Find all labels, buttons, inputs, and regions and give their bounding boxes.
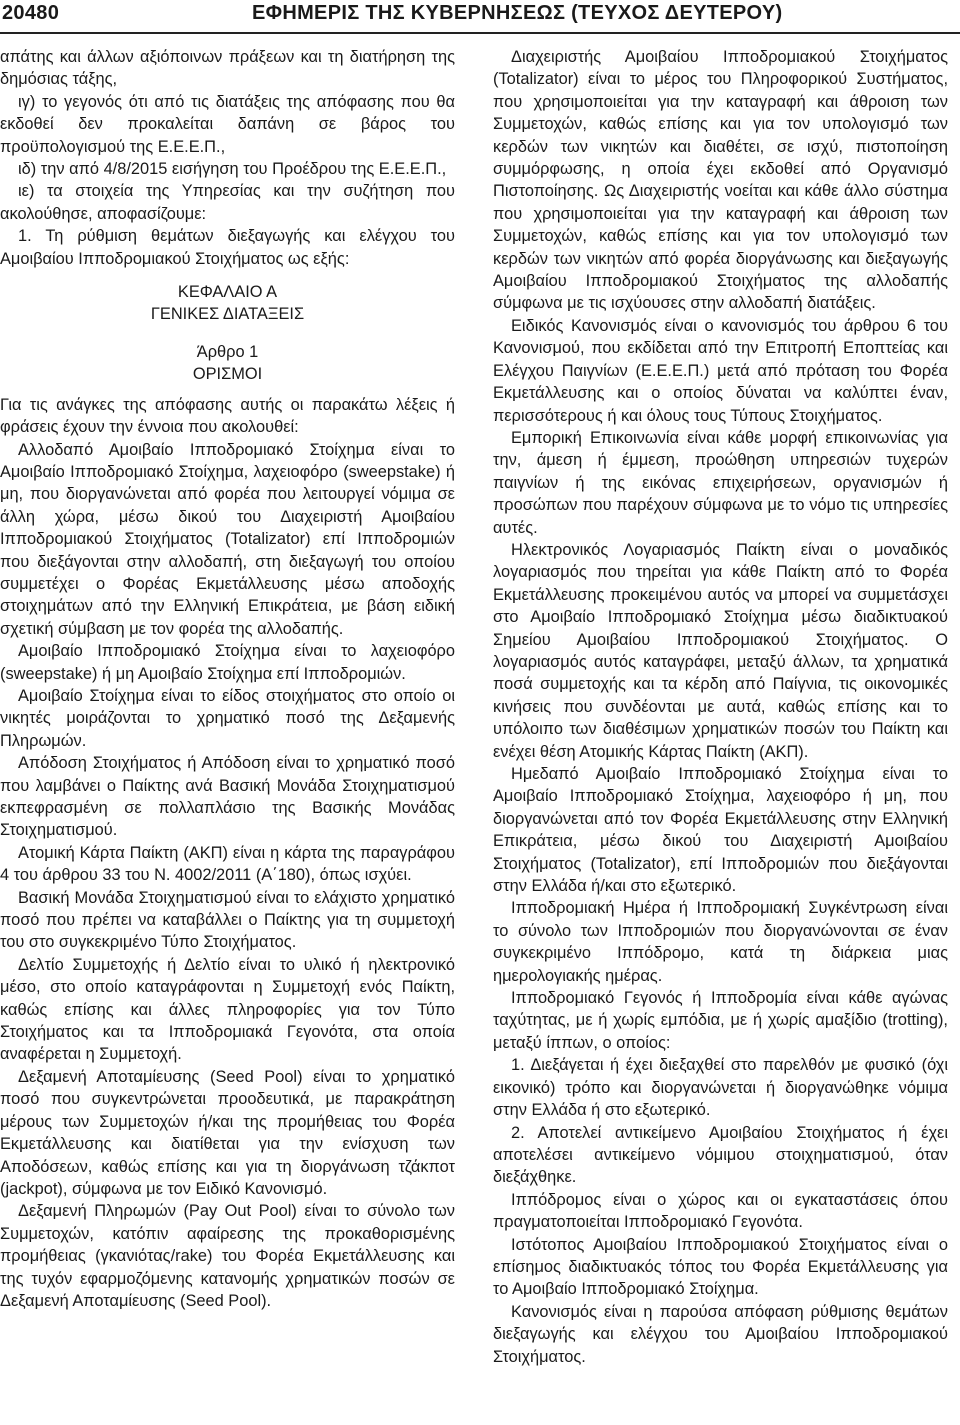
- definition-paragraph: Ατομική Κάρτα Παίκτη (ΑΚΠ) είναι η κάρτα της παραγράφου 4 του άρθρου 33 του Ν. 4002/2011 (Α΄180), όπως ισχύει.: [0, 843, 455, 885]
- list-item: 1. Διεξάγεται ή έχει διεξαχθεί στο παρελθόν με φυσικό (όχι εικονικό) τρόπο και διοργανώνεται ή διοργανώθηκε νόμιμα στην Ελλάδα ή στο εξωτερικό.: [493, 1056, 948, 1120]
- definition-paragraph: Δελτίο Συμμετοχής ή Δελτίο είναι το υλικό ή ηλεκτρονικό μέσο, στο οποίο καταγράφονται η Συμμετοχή ενός Παίκτη, καθώς επίσης και άλλες πληροφορίες για τον Τύπο Στοιχήματος και τα Ιπποδρομιακά Γεγονότα, στα οποία αναφέρεται η Συμμετοχή.: [0, 955, 455, 1064]
- definition-paragraph: Κανονισμός είναι η παρούσα απόφαση ρύθμισης θεμάτων διεξαγωγής και ελέγχου του Αμοιβαίου Ιπποδρομιακού Στοιχήματος.: [493, 1302, 948, 1366]
- chapter-title: ΓΕΝΙΚΕΣ ΔΙΑΤΑΞΕΙΣ: [150, 305, 305, 324]
- definition-paragraph: Δεξαμενή Αποταμίευσης (Seed Pool) είναι το χρηματικό ποσό που συγκεντρώνεται προοδευτικά, με παρακράτηση μέρους των Συμμετοχών ή/και της προμήθειας του Φορέα Εκμετάλλευσης και διατίθεται για την ενίσχυση των Αποδόσεων, καθώς επίσης και για τη διοργάνωση τζάκποτ (jackpot), σύμφωνα με τον Ειδικό Κανονισμό.: [0, 1067, 455, 1198]
- definition-paragraph: Αλλοδαπό Αμοιβαίο Ιπποδρομιακό Στοίχημα είναι το Αμοιβαίο Ιπποδρομιακό Στοίχημα, λαχειοφόρο (sweepstake) ή μη, που διοργανώνεται από φορέα που λειτουργεί νόμιμα σε άλλη χώρα, μέσω δικού του Διαχειριστή Αμοιβαίου Ιπποδρομιακού Στοιχήματος (Totalizator) επί Ιπποδρομιών που διεξάγονται στην αλλοδαπή, στη διεξαγωγή του οποίου συμμετέχει ο Φορέας Εκμετάλλευσης μέσω αποδοχής στοιχημάτων από την Ελληνική Επικράτεια, με βάση ειδική σχετική σύμβαση με τον φορέα της αλλοδαπής.: [0, 440, 455, 638]
- definition-paragraph: Ιππόδρομος είναι ο χώρος και οι εγκαταστάσεις όπου πραγματοποιείται Ιπποδρομιακό Γεγονότα.: [493, 1190, 948, 1232]
- article-title: ΟΡΙΣΜΟΙ: [192, 365, 263, 384]
- definition-paragraph: Ιπποδρομιακό Γεγονός ή Ιπποδρομία είναι κάθε αγώνας ταχύτητας, με ή χωρίς εμπόδια, με ή χωρίς αμαξίδιο (trotting), μεταξύ ίππων, ο οποίος:: [493, 989, 948, 1052]
- definition-paragraph: Εμπορική Επικοινωνία είναι κάθε μορφή επικοινωνίας για την, άμεση ή έμμεση, προώθηση υπηρεσιών τυχερών παιγνίων ή της εικόνας επιχειρήσεων, οργανισμών ή προσώπων που παρέχουν σύμφωνα με το νόμο τις υπηρεσίες αυτές.: [493, 428, 948, 537]
- definition-paragraph: Ιπποδρομιακή Ημέρα ή Ιπποδρομιακή Συγκέντρωση είναι το σύνολο των Ιπποδρομιών που διοργανώνονται σε έναν συγκεκριμένο Ιππόδρομο, κατά τη διάρκεια μιας ημερολογιακής ημέρας.: [493, 899, 948, 985]
- right-column: [493, 46, 948, 1421]
- gazette-title: ΕΦΗΜΕΡΙΣ ΤΗΣ ΚΥΒΕΡΝΗΣΕΩΣ (ΤΕΥΧΟΣ ΔΕΥΤΕΡΟΥ): [252, 2, 783, 24]
- article-heading: Άρθρο 1: [196, 342, 259, 361]
- header-rule: [0, 32, 960, 34]
- definition-paragraph: Βασική Μονάδα Στοιχηματισμού είναι το ελάχιστο χρηματικό ποσό που πρέπει να καταβάλλει ο Παίκτης για τη συμμετοχή του στο συγκεκριμένο Τύπο Στοιχήματος.: [0, 888, 455, 952]
- paragraph: απάτης και άλλων αξιόποινων πράξεων και τη διατήρηση της δημόσιας τάξης,: [0, 48, 455, 89]
- paragraph: Για τις ανάγκες της απόφασης αυτής οι παρακάτω λέξεις ή φράσεις έχουν την έννοια που ακολουθεί:: [0, 395, 455, 437]
- definition-paragraph: Ειδικός Κανονισμός είναι ο κανονισμός του άρθρου 6 του Κανονισμού, που εκδίδεται από την Επιτροπή Εποπτείας και Ελέγχου Παιγνίων (Ε.Ε.Ε.Π.) μετά από πρόταση του Φορέα Εκμετάλλευσης και ο οποίος δύναται να καλύπτει έναν, περισσότερους ή και όλους τους Τύπους Στοιχήματος.: [493, 316, 948, 425]
- definition-paragraph: Ηλεκτρονικός Λογαριασμός Παίκτη είναι ο μοναδικός λογαριασμός που τηρείται για κάθε Παίκτη από το Φορέα Εκμετάλλευσης προκειμένου αυτός να μπορεί να συμμετάσχει στο Αμοιβαίο Ιπποδρομιακό Στοίχημα μέσω διαδικτυακού Σημείου Αμοιβαίου Ιπποδρομιακού Στοιχήματος. Ο λογαριασμός αυτός καταγράφει, μεταξύ άλλων, τα χρηματικά ποσά συμμετοχής και τα κέρδη από Παίγνια, τις οικονομικές κινήσεις που συνδέονται με αυτά, καθώς επίσης και το υπόλοιπο των διαθέσιμων χρηματικών ποσών του Παίκτη και ενέχει θέση Ατομικής Κάρτας Παίκτη (ΑΚΠ).: [493, 540, 948, 761]
- definition-paragraph: Ιστότοπος Αμοιβαίου Ιπποδρομιακού Στοιχήματος είναι ο επίσημος διαδικτυακός τόπος του Φορέα Εκμετάλλευσης για το Αμοιβαίο Ιπποδρομιακό Στοίχημα.: [493, 1235, 948, 1299]
- page-number: 20480: [2, 2, 60, 24]
- definition-paragraph: Απόδοση Στοιχήματος ή Απόδοση είναι το χρηματικό ποσό που λαμβάνει ο Παίκτης ανά Βασική Μονάδα Στοιχηματισμού εκπεφρασμένη σε πολλαπλάσιο της Βασικής Μονάδας Στοιχηματισμού.: [0, 754, 455, 840]
- list-item: 2. Αποτελεί αντικείμενο Αμοιβαίου Στοιχήματος ή έχει αποτελέσει αντικείμενο νόμιμου στοιχηματισμού, όταν διεξάχθηκε.: [493, 1123, 948, 1187]
- definition-paragraph: Διαχειριστής Αμοιβαίου Ιπποδρομιακού Στοιχήματος (Totalizator) είναι το μέρος του Πληροφορικού Συστήματος, που χρησιμοποιείται για την καταγραφή και άθροιση των Συμμετοχών, καθώς επίσης και για τον υπολογισμό των κερδών των νικητών και διαθέτει, σε ισχύ, πιστοποίηση συμμόρφωσης, η οποία έχει εκδοθεί από Οργανισμό Πιστοποίησης. Ως Διαχειριστής νοείται και κάθε άλλο σύστημα που χρησιμοποιείται για την καταγραφή και άθροιση των Συμμετοχών, καθώς επίσης και για τον υπολογισμό των κερδών των νικητών από φορέα διοργάνωσης και διεξαγωγής Αμοιβαίου Ιπποδρομιακού Στοιχήματος της αλλοδαπής σύμφωνα με τις ισχύουσες στην αλλοδαπή διατάξεις.: [493, 48, 948, 313]
- chapter-heading: ΚΕΦΑΛΑΙΟ Α: [177, 283, 278, 302]
- definition-paragraph: Ημεδαπό Αμοιβαίο Ιπποδρομιακό Στοίχημα είναι το Αμοιβαίο Ιπποδρομιακό Στοίχημα, λαχειοφόρο ή μη, που διοργανώνεται από τον Φορέα Εκμετάλλευσης στην Ελληνική Επικράτεια, μέσω δικού του Διαχειριστή Αμοιβαίου Στοιχήματος (Totalizator), επί Ιπποδρομιών που διεξάγονται στην Ελλάδα ή/και στο εξωτερικό.: [493, 765, 948, 896]
- definition-paragraph: Αμοιβαίο Ιπποδρομιακό Στοίχημα είναι το λαχειοφόρο (sweepstake) ή μη Αμοιβαίο Στοίχημα επί Ιπποδρομιών.: [0, 642, 455, 683]
- left-column: [0, 46, 455, 1421]
- paragraph: 1. Τη ρύθμιση θεμάτων διεξαγωγής και ελέγχου του Αμοιβαίου Ιπποδρομιακού Στοιχήματος ως εξής:: [0, 227, 455, 268]
- definition-paragraph: Αμοιβαίο Στοίχημα είναι το είδος στοιχήματος στο οποίο οι νικητές μοιράζονται το χρηματικό ποσό της Δεξαμενής Πληρωμών.: [0, 686, 455, 750]
- paragraph: ιδ) την από 4/8/2015 εισήγηση του Προέδρου της Ε.Ε.Ε.Π.,: [18, 160, 447, 179]
- definition-paragraph: Δεξαμενή Πληρωμών (Pay Out Pool) είναι το σύνολο των Συμμετοχών, κατόπιν αφαίρεσης της προκαθορισμένης προμήθειας (γκανιότας/rake) του Φορέα Εκμετάλλευσης και της τυχόν εφαρμοζόμενης κατανομής χρηματικών ποσών σε Δεξαμενή Αποταμίευσης (Seed Pool).: [0, 1202, 455, 1310]
- page-header: [0, 0, 960, 34]
- paragraph: ιγ) το γεγονός ότι από τις διατάξεις της απόφασης που θα εκδοθεί δεν προκαλείται δαπάνη σε βάρος του προϋπολογισμού της Ε.Ε.Ε.Π.,: [0, 92, 455, 156]
- paragraph: ιε) τα στοιχεία της Υπηρεσίας και την συζήτηση που ακολούθησε, αποφασίζουμε:: [0, 182, 455, 223]
